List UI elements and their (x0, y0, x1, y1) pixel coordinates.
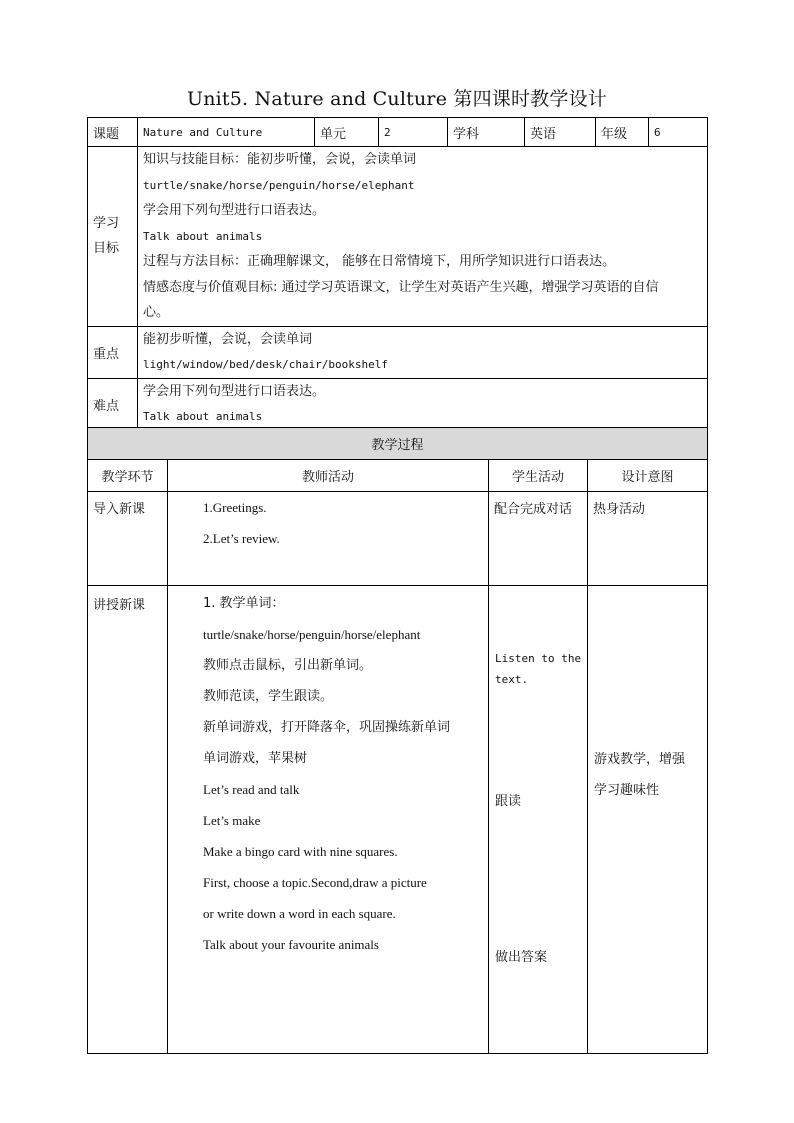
header-teacher: 教师活动 (168, 460, 489, 492)
difficulties-label: 难点 (88, 378, 138, 430)
teacher-cell: 1. 教学单词： turtle/snake/horse/penguin/horse/elephant 教师点击鼠标，引出新单词。 教师范读，学生跟读。 新单词游戏，打开降落伞，巩固操练新单词 单词游戏，苹果树 Let’s read and talk Let’s make Make a bingo card with nine squares. First, choose a topic.Second,draw a picture or write down a word in each square. Talk about your favourite animals (168, 586, 489, 1054)
page-title: Unit5. Nature and Culture 第四课时教学设计 (187, 88, 607, 110)
unit-label: 单元 (315, 118, 379, 147)
process-banner: 教学过程 (88, 428, 708, 460)
intent-cell: 热身活动 (588, 492, 708, 586)
difficulties-content: 学会用下列句型进行口语表达。 Talk about animals (138, 378, 708, 430)
student-cell: 配合完成对话 (489, 492, 588, 586)
header-intent: 设计意图 (588, 460, 708, 492)
objectives-label: 学习 目标 (88, 147, 138, 327)
objectives-content (138, 147, 708, 327)
lesson-info-table (87, 117, 708, 431)
unit-value: 2 (379, 118, 448, 147)
stage-cell: 导入新课 (88, 492, 168, 586)
objective-line: 知识与技能目标：能初步听懂，会说，会读单词 (143, 152, 417, 167)
topic-value: Nature and Culture (138, 118, 315, 147)
key-points-label: 重点 (88, 326, 138, 378)
grade-value: 6 (649, 118, 708, 147)
key-points-content: 能初步听懂，会说，会读单词 light/window/bed/desk/chair/bookshelf (138, 326, 708, 378)
objective-line: 情感态度与价值观目标: 通过学习英语课文，让学生对英语产生兴趣，增强学习英语的自信 (143, 279, 659, 295)
teacher-cell: 1.Greetings. 2.Let’s review. (168, 492, 489, 586)
objective-line: 学会用下列句型进行口语表达。 (143, 203, 326, 218)
header-stage: 教学环节 (88, 460, 168, 492)
intent-cell: 游戏教学，增强 学习趣味性 (588, 586, 708, 1054)
teaching-process-table (87, 427, 708, 1054)
student-cell: Listen to the text. 跟读 做出答案 (489, 586, 588, 1054)
stage-cell: 讲授新课 (88, 586, 168, 1054)
subject-label: 学科 (448, 118, 525, 147)
objective-line: Talk about animals (143, 229, 263, 243)
topic-label: 课题 (88, 118, 138, 147)
grade-label: 年级 (596, 118, 649, 147)
objective-line: 心。 (143, 305, 170, 320)
objective-line: turtle/snake/horse/penguin/horse/elephant (143, 178, 415, 192)
objective-line: 过程与方法目标：正确理解课文， 能够在日常情境下，用所学知识进行口语表达。 (143, 254, 616, 269)
subject-value: 英语 (525, 118, 596, 147)
header-student: 学生活动 (489, 460, 588, 492)
